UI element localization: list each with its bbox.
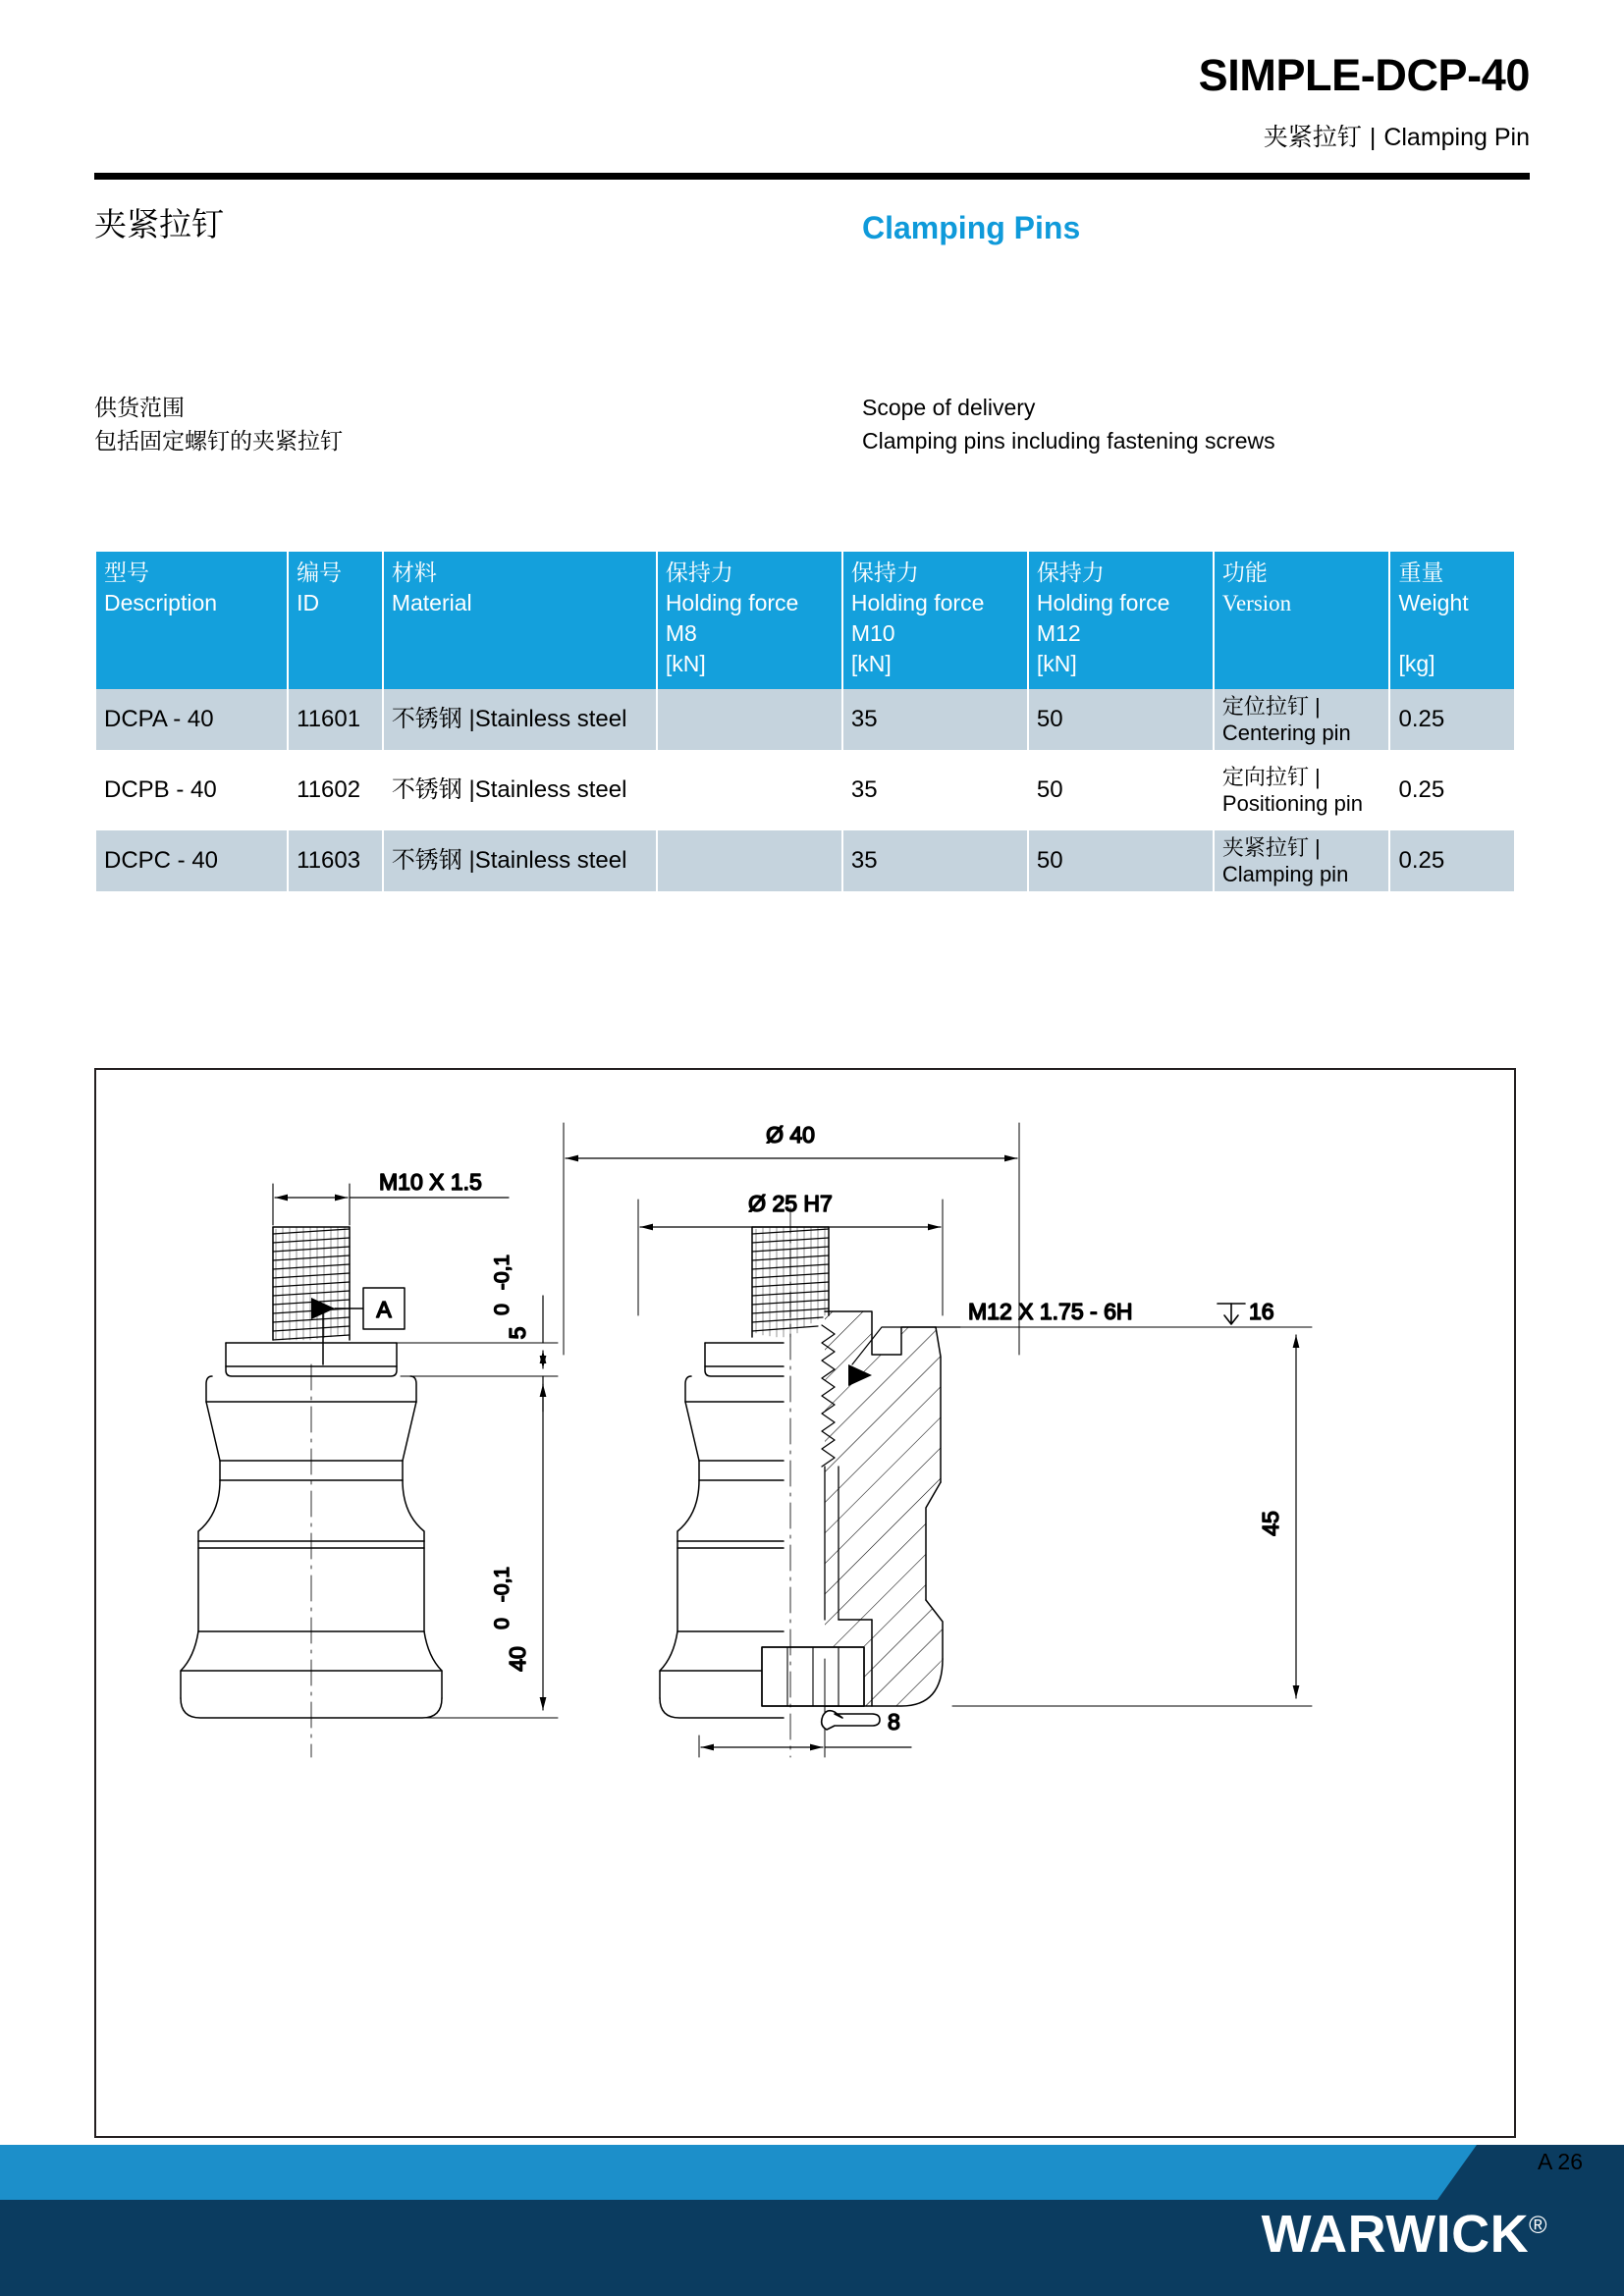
thread-depth-value: 16 [1249, 1299, 1274, 1324]
column-header-description: 型号 Description [96, 552, 287, 689]
table-row [96, 760, 1514, 821]
page-footer [0, 2145, 1624, 2296]
column-header-holding-force-m10: 保持力 Holding force M10 [kN] [843, 552, 1027, 689]
cell-id: 11603 [289, 830, 382, 891]
specification-table [94, 552, 1516, 891]
datum-label-a: A [376, 1297, 392, 1322]
cell-force-m10: 35 [843, 689, 1027, 750]
page-subtitle-en: Clamping Pin [1383, 124, 1530, 151]
section-title-en: Clamping Pins [862, 210, 1081, 245]
cell-force-m10: 35 [843, 830, 1027, 891]
section-title-cn: 夹紧拉钉 [94, 206, 224, 242]
dimension-bore-label: Ø 25 H7 [748, 1191, 833, 1216]
cell-weight: 0.25 [1390, 760, 1514, 821]
cell-force-m12: 50 [1029, 689, 1213, 750]
cell-force-m12: 50 [1029, 760, 1213, 821]
brand-name: WARWICK [1261, 2205, 1530, 2264]
page-subtitle-separator: | [1369, 124, 1377, 151]
footer-accent-band [0, 2145, 1624, 2200]
cell-weight: 0.25 [1390, 689, 1514, 750]
cell-material: 不锈钢 |Stainless steel [384, 830, 656, 891]
cell-force-m12: 50 [1029, 830, 1213, 891]
hex-socket-detail [762, 1647, 864, 1706]
page-header [0, 0, 1624, 182]
scope-cn-line1: 供货范围 [94, 395, 185, 420]
page-subtitle [1264, 126, 1530, 150]
wrench-size-value: 8 [888, 1709, 900, 1735]
cell-version: 夹紧拉钉 | Clamping pin [1215, 830, 1389, 891]
right-section-view [564, 1122, 1312, 1757]
dimension-5-value: 5 [505, 1326, 530, 1340]
thread-callout-m12-label: M12 X 1.75 - 6H [968, 1299, 1133, 1324]
cell-force-m10: 35 [843, 760, 1027, 821]
dimension-5-tol-upper: 0 [491, 1304, 514, 1315]
cell-version: 定向拉钉 | Positioning pin [1215, 760, 1389, 821]
scope-of-delivery-en [862, 391, 1275, 457]
technical-drawing-svg [96, 1070, 1514, 2136]
scope-en-line2: Clamping pins including fastening screws [862, 428, 1275, 454]
scope-of-delivery-cn [94, 391, 343, 457]
page-title: SIMPLE-DCP-40 [1198, 50, 1530, 100]
column-header-holding-force-m8: 保持力 Holding force M8 [kN] [658, 552, 841, 689]
column-header-version: 功能 Version [1215, 552, 1389, 689]
depth-symbol-icon [1218, 1304, 1245, 1324]
scope-en-line1: Scope of delivery [862, 395, 1036, 420]
table-header-row [96, 552, 1514, 689]
dimension-5-tol-lower: -0,1 [491, 1254, 514, 1291]
dimension-40-tol-upper: 0 [491, 1618, 514, 1629]
thread-callout-m10 [273, 1169, 509, 1225]
cell-version: 定位拉钉 | Centering pin [1215, 689, 1389, 750]
cell-force-m8 [658, 689, 841, 750]
left-elevation-view [181, 1169, 558, 1757]
cell-material: 不锈钢 |Stainless steel [384, 760, 656, 821]
column-header-weight: 重量 Weight [kg] [1390, 552, 1514, 689]
brand-logo [1261, 2205, 1547, 2264]
column-header-id: 编号 ID [289, 552, 382, 689]
dimension-40-value: 40 [505, 1646, 530, 1672]
thread-callout-m10-label: M10 X 1.5 [379, 1169, 482, 1195]
wrench-icon [822, 1711, 880, 1730]
dimension-45-value: 45 [1258, 1511, 1283, 1536]
page-subtitle-cn: 夹紧拉钉 [1263, 124, 1362, 151]
cell-force-m8 [658, 760, 841, 821]
cell-description: DCPC - 40 [96, 830, 287, 891]
table-row [96, 830, 1514, 891]
scope-cn-line2: 包括固定螺钉的夹紧拉钉 [94, 428, 343, 454]
header-divider-rule [94, 173, 1530, 180]
dimension-40-tol-lower: -0,1 [491, 1566, 514, 1603]
datum-feature-symbol [311, 1288, 405, 1364]
table-row [96, 689, 1514, 750]
cell-description: DCPA - 40 [96, 689, 287, 750]
cell-id: 11601 [289, 689, 382, 750]
page-number: A 26 [1537, 2149, 1583, 2174]
cell-weight: 0.25 [1390, 830, 1514, 891]
column-header-holding-force-m12: 保持力 Holding force M12 [kN] [1029, 552, 1213, 689]
dimension-outer-diameter-label: Ø 40 [766, 1122, 815, 1148]
cell-id: 11602 [289, 760, 382, 821]
column-header-material: 材料 Material [384, 552, 656, 689]
dimension-total-height [948, 1327, 1312, 1706]
technical-drawing-panel [94, 1068, 1516, 2138]
cell-material: 不锈钢 |Stainless steel [384, 689, 656, 750]
cell-force-m8 [658, 830, 841, 891]
left-threaded-stud [273, 1227, 350, 1340]
registered-trademark-icon: ® [1529, 2212, 1547, 2239]
cell-description: DCPB - 40 [96, 760, 287, 821]
dimension-height-5 [352, 1255, 558, 1412]
